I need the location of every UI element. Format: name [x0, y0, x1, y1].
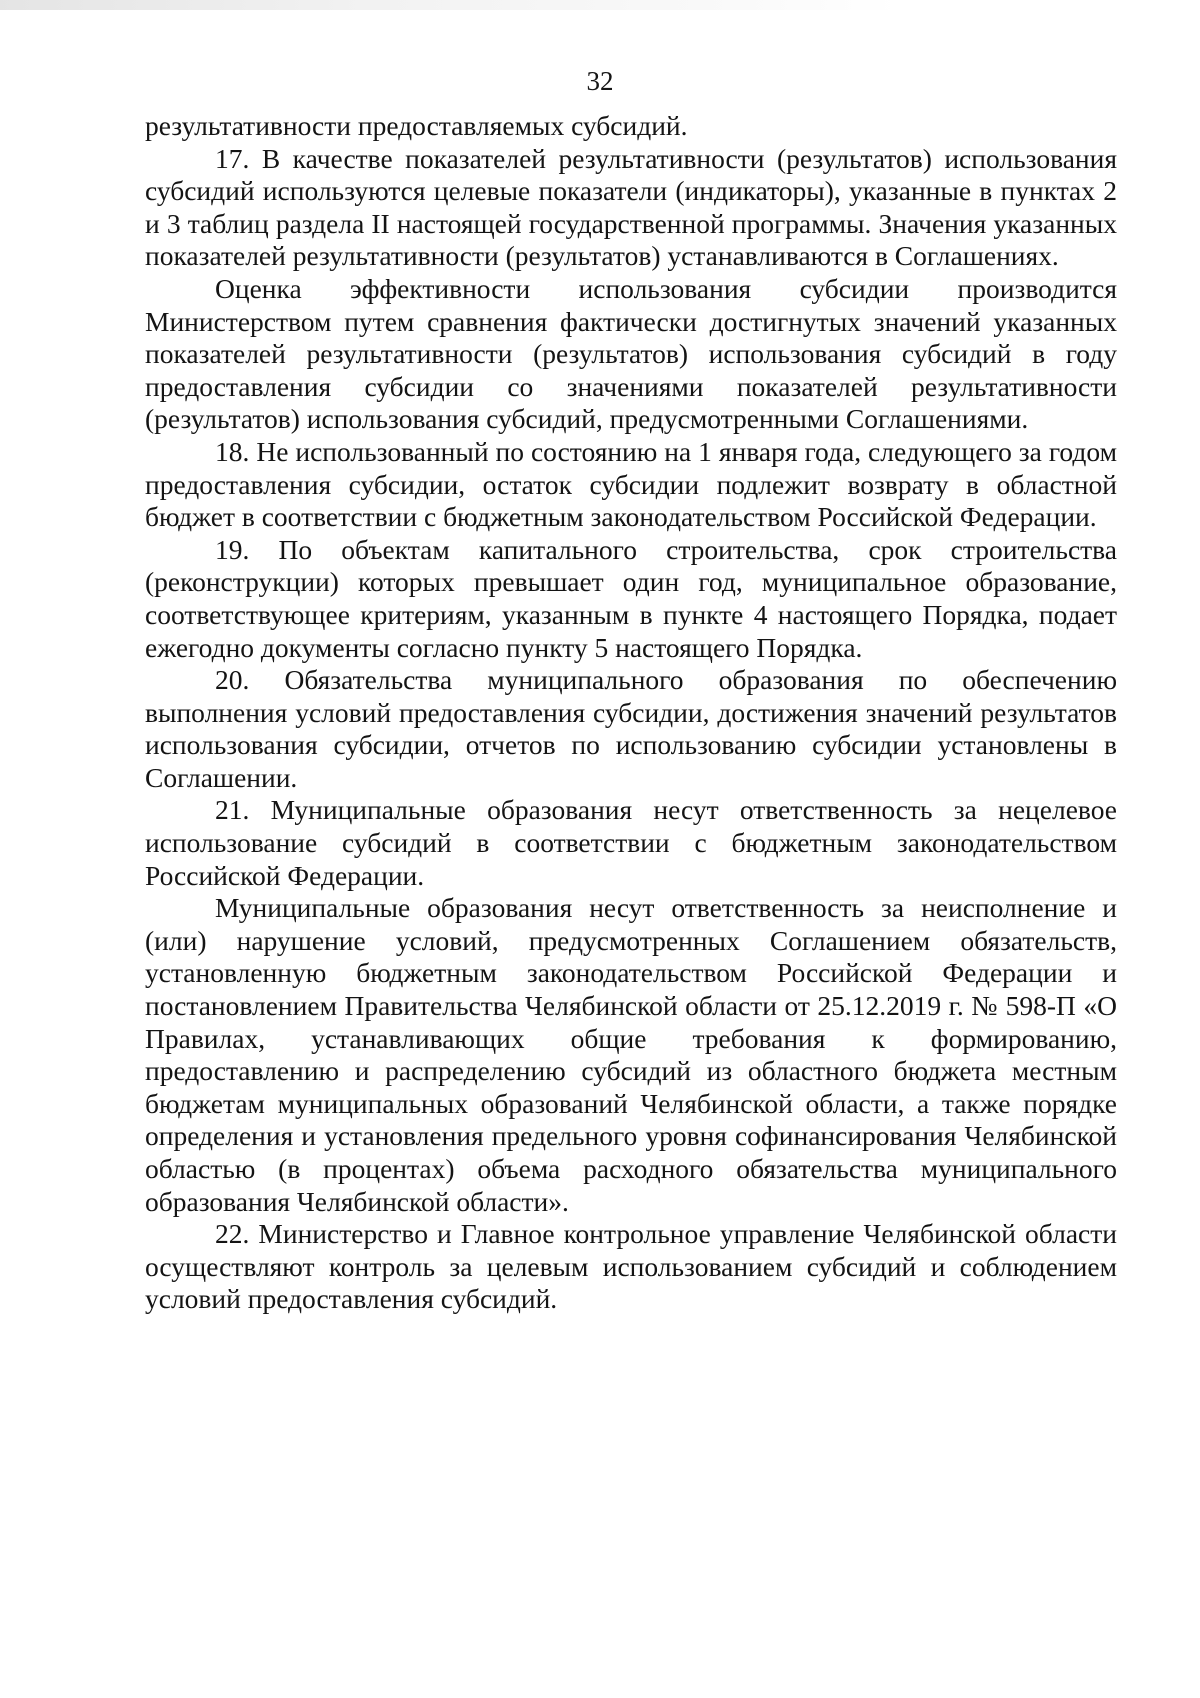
- paragraph-item-22: 22. Министерство и Главное контрольное управление Челябинской области осуществляют контроль за целевым использованием субсидий и соблюдением условий предоставления субсидий.: [145, 1218, 1117, 1315]
- paragraph-efficiency-evaluation: Оценка эффективности использования субсидии производится Министерством путем сравнения фактически достигнутых значений указанных показателей результативности (результатов) использования субсидий в году предоставления субсидии со значениями показателей результативности (результатов) использования субсидий, предусмотренными Соглашениями.: [145, 272, 1117, 435]
- scan-edge-shadow: [0, 0, 900, 10]
- paragraph-item-18: 18. Не использованный по состоянию на 1 января года, следующего за годом предоставления субсидии, остаток субсидии подлежит возврату в областной бюджет в соответствии с бюджетным законодательством Российской Федерации.: [145, 435, 1117, 533]
- paragraph-responsibility: Муниципальные образования несут ответственность за неисполнение и (или) нарушение условий, предусмотренных Соглашением обязательств, установленную бюджетным законодательством Российской Федерации и постановлением Правительства Челябинской области от 25.12.2019 г. № 598-П «О Правилах, устанавливающих общие требования к формированию, предоставлению и распределению субсидий из областного бюджета местным бюджетам муниципальных образований Челябинской области, а также порядке определения и установления предельного уровня софинансирования Челябинской областью (в процентах) объема расходного обязательства муниципального образования Челябинской области».: [145, 892, 1117, 1217]
- paragraph-continuation: результативности предоставляемых субсидий.: [145, 110, 688, 141]
- document-body: [145, 110, 1117, 1316]
- paragraph-item-19: 19. По объектам капитального строительства, срок строительства (реконструкции) которых превышает один год, муниципальное образование, соответствующее критериям, указанным в пункте 4 настоящего Порядка, подает ежегодно документы согласно пункту 5 настоящего Порядка.: [145, 533, 1117, 663]
- paragraph-item-17: 17. В качестве показателей результативности (результатов) использования субсидий используются целевые показатели (индикаторы), указанные в пунктах 2 и 3 таблиц раздела II настоящей государственной программы. Значения указанных показателей результативности (результатов) устанавливаются в Соглашениях.: [145, 142, 1117, 272]
- paragraph-item-20: 20. Обязательства муниципального образования по обеспечению выполнения условий предоставления субсидии, достижения значений результатов использования субсидии, отчетов по использованию субсидии установлены в Соглашении.: [145, 664, 1117, 793]
- page-number: 32: [586, 66, 614, 96]
- paragraph-item-21: 21. Муниципальные образования несут ответственность за нецелевое использование субсидий в соответствии с бюджетным законодательством Российской Федерации.: [145, 794, 1117, 891]
